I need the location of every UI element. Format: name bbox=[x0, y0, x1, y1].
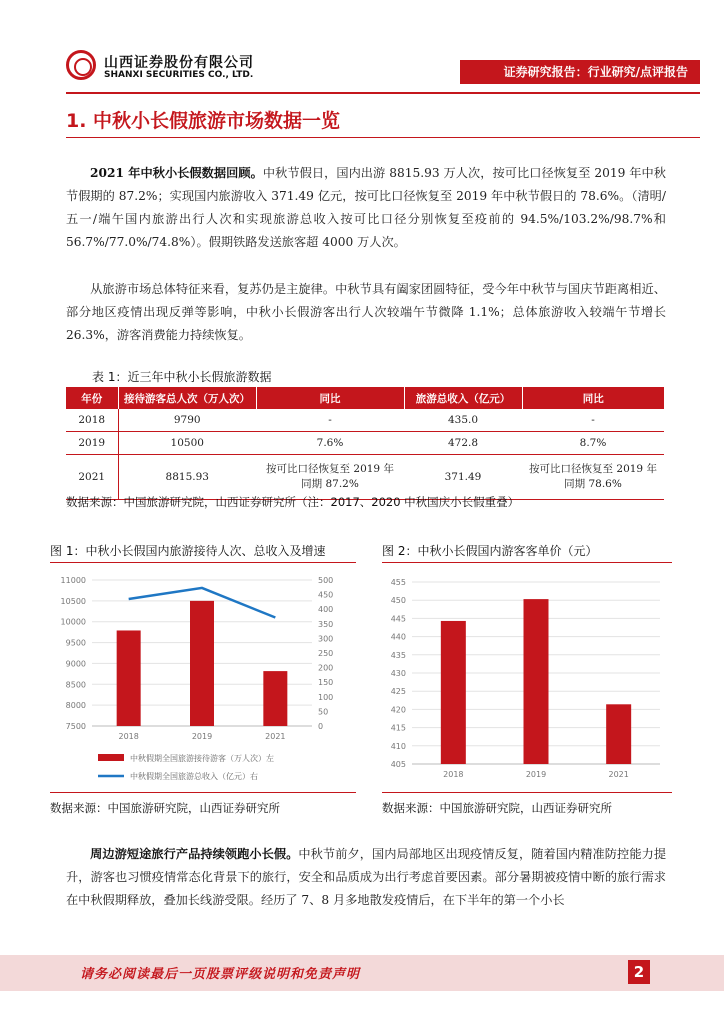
y-tick-label: 435 bbox=[390, 650, 406, 660]
y-right-tick-label: 450 bbox=[318, 590, 334, 600]
table-cell: 2018 bbox=[66, 409, 118, 432]
figure1-bottom-line bbox=[50, 792, 356, 793]
figure2-caption-line bbox=[382, 562, 672, 563]
table-cell: 2021 bbox=[66, 455, 118, 500]
figure1-caption: 图 1：中秋小长假国内旅游接待人次、总收入及增速 bbox=[50, 544, 326, 558]
paragraph-short-trips bbox=[66, 843, 666, 912]
figure2-caption: 图 2：中秋小长假国内游客客单价（元） bbox=[382, 544, 598, 558]
y-right-tick-label: 250 bbox=[318, 649, 334, 658]
y-right-tick-label: 400 bbox=[318, 605, 334, 615]
paragraph-body: 中秋节假日，国内出游 8815.93 万人次，按可比口径恢复至 2019 年中秋节假期的 87.2%；实现国内旅游收入 371.49 亿元，按可比口径恢复至 2019 年中秋节假日的 78.6%。（清明/五一/端午国内旅游出行人次和实现旅游总收入按可比口径分别恢复至疫前的 94.5%/103.2%/98.7%和 56.7%/77.0%/74.8%）。假期铁路发送旅客超 4000 万人次。 bbox=[66, 166, 666, 249]
paragraph-summary bbox=[66, 162, 666, 254]
x-tick-label: 2019 bbox=[525, 770, 547, 779]
paragraph-body: 中秋节前夕，国内局部地区出现疫情反复，随着国内精准防控能力提升，游客也习惯疫情常态化背景下的旅行，安全和品质成为出行考虑首要因素。部分暑期被疫情中断的旅行需求在中秋假期释放，叠加长线游受限。经历了 7、8 月多地散发疫情后，在下半年的第一个小长 bbox=[66, 847, 667, 907]
bar bbox=[263, 671, 287, 726]
table-header-cell: 旅游总收入（亿元） bbox=[404, 387, 522, 409]
y-right-tick-label: 50 bbox=[318, 707, 329, 717]
table-cell: 10500 bbox=[118, 432, 256, 455]
table-header-cell: 接待游客总人次（万人次） bbox=[118, 387, 256, 409]
section-title-underline bbox=[66, 137, 700, 138]
table-source: 数据来源：中国旅游研究院，山西证券研究所（注：2017、2020 中秋国庆小长假重叠） bbox=[66, 495, 520, 509]
legend-label: 中秋假期全国旅游总收入（亿元）右 bbox=[130, 772, 258, 781]
legend-label: 中秋假期全国旅游接待游客（万人次）左 bbox=[130, 754, 274, 763]
y-left-tick-label: 10000 bbox=[60, 617, 86, 627]
table-cell: 按可比口径恢复至 2019 年同期 87.2% bbox=[256, 455, 404, 500]
figure1-caption-line bbox=[50, 562, 356, 563]
y-tick-label: 450 bbox=[390, 596, 406, 606]
table-cell: 9790 bbox=[118, 409, 256, 432]
y-tick-label: 430 bbox=[390, 669, 406, 678]
paragraph-market bbox=[66, 278, 666, 347]
y-right-tick-label: 350 bbox=[318, 619, 334, 629]
data-table bbox=[66, 387, 664, 500]
company-name-en: SHANXI SECURITIES CO., LTD. bbox=[104, 70, 254, 80]
table-header-cell: 年份 bbox=[66, 387, 118, 409]
paragraph-lead: 2021 年中秋小长假数据回顾。 bbox=[90, 166, 263, 180]
x-tick-label: 2018 bbox=[443, 770, 464, 779]
y-tick-label: 455 bbox=[390, 578, 406, 587]
x-tick-label: 2018 bbox=[118, 732, 139, 741]
y-left-tick-label: 11000 bbox=[60, 576, 86, 585]
figure1-source: 数据来源：中国旅游研究院，山西证券研究所 bbox=[50, 801, 280, 815]
table-cell: 435.0 bbox=[404, 409, 522, 432]
y-left-tick-label: 8000 bbox=[65, 701, 86, 711]
x-tick-label: 2019 bbox=[191, 732, 213, 741]
y-right-tick-label: 150 bbox=[318, 678, 334, 688]
y-tick-label: 420 bbox=[390, 705, 406, 715]
table-header-cell: 同比 bbox=[256, 387, 404, 409]
table-cell: 472.8 bbox=[404, 432, 522, 455]
x-tick-label: 2021 bbox=[265, 732, 286, 741]
section-title: 1. 中秋小长假旅游市场数据一览 bbox=[66, 110, 341, 132]
footer-disclaimer[interactable]: 请务必阅读最后一页股票评级说明和免责声明 bbox=[80, 967, 361, 982]
table-header-cell: 同比 bbox=[522, 387, 664, 409]
y-tick-label: 425 bbox=[390, 687, 406, 697]
y-right-tick-label: 100 bbox=[318, 692, 334, 702]
y-tick-label: 445 bbox=[390, 614, 406, 624]
y-tick-label: 440 bbox=[390, 632, 406, 642]
table-cell: 2019 bbox=[66, 432, 118, 455]
y-left-tick-label: 9000 bbox=[65, 659, 86, 669]
y-left-tick-label: 7500 bbox=[65, 722, 86, 731]
table-caption: 表 1：近三年中秋小长假旅游数据 bbox=[92, 370, 272, 384]
table-cell: 371.49 bbox=[404, 455, 522, 500]
bar bbox=[190, 601, 214, 726]
table-cell: 8815.93 bbox=[118, 455, 256, 500]
y-right-tick-label: 500 bbox=[318, 576, 334, 585]
table-row bbox=[66, 432, 664, 455]
figure2-bottom-line bbox=[382, 792, 672, 793]
y-tick-label: 410 bbox=[390, 741, 406, 751]
table-row bbox=[66, 455, 664, 500]
company-logo-icon bbox=[66, 50, 96, 80]
bar bbox=[606, 704, 631, 764]
page-number: 2 bbox=[628, 960, 650, 984]
figure2-source: 数据来源：中国旅游研究院，山西证券研究所 bbox=[382, 801, 612, 815]
table-header-row bbox=[66, 387, 664, 409]
header-divider bbox=[66, 92, 700, 94]
bar bbox=[441, 621, 466, 764]
y-tick-label: 405 bbox=[390, 760, 406, 769]
y-left-tick-label: 10500 bbox=[60, 596, 86, 606]
bar bbox=[117, 630, 141, 726]
y-left-tick-label: 9500 bbox=[65, 638, 86, 648]
paragraph-lead: 周边游短途旅行产品持续领跑小长假。 bbox=[90, 847, 299, 861]
y-right-tick-label: 200 bbox=[318, 663, 334, 673]
report-type-banner: 证券研究报告：行业研究/点评报告 bbox=[460, 60, 700, 84]
table-cell: 7.6% bbox=[256, 432, 404, 455]
bar bbox=[524, 599, 549, 764]
y-right-tick-label: 0 bbox=[318, 722, 324, 731]
legend-swatch-bar bbox=[98, 754, 124, 761]
table-cell: - bbox=[256, 409, 404, 432]
y-right-tick-label: 300 bbox=[318, 634, 334, 644]
figure2-chart bbox=[382, 566, 672, 788]
table-row bbox=[66, 409, 664, 432]
table-cell: - bbox=[522, 409, 664, 432]
table-cell: 8.7% bbox=[522, 432, 664, 455]
figure1-chart bbox=[50, 566, 356, 788]
y-left-tick-label: 8500 bbox=[65, 680, 86, 690]
y-tick-label: 415 bbox=[390, 723, 406, 733]
paragraph-body: 从旅游市场总体特征来看，复苏仍是主旋律。中秋节具有阖家团圆特征，受今年中秋节与国庆节距离相近、部分地区疫情出现反弹等影响，中秋小长假游客出行人次较端午节微降 1.1%；总体旅游收入较端午节增长 26.3%，游客消费能力持续恢复。 bbox=[66, 282, 666, 342]
table-cell: 按可比口径恢复至 2019 年同期 78.6% bbox=[522, 455, 664, 500]
x-tick-label: 2021 bbox=[608, 770, 629, 779]
company-name-cn: 山西证券股份有限公司 bbox=[104, 55, 254, 71]
